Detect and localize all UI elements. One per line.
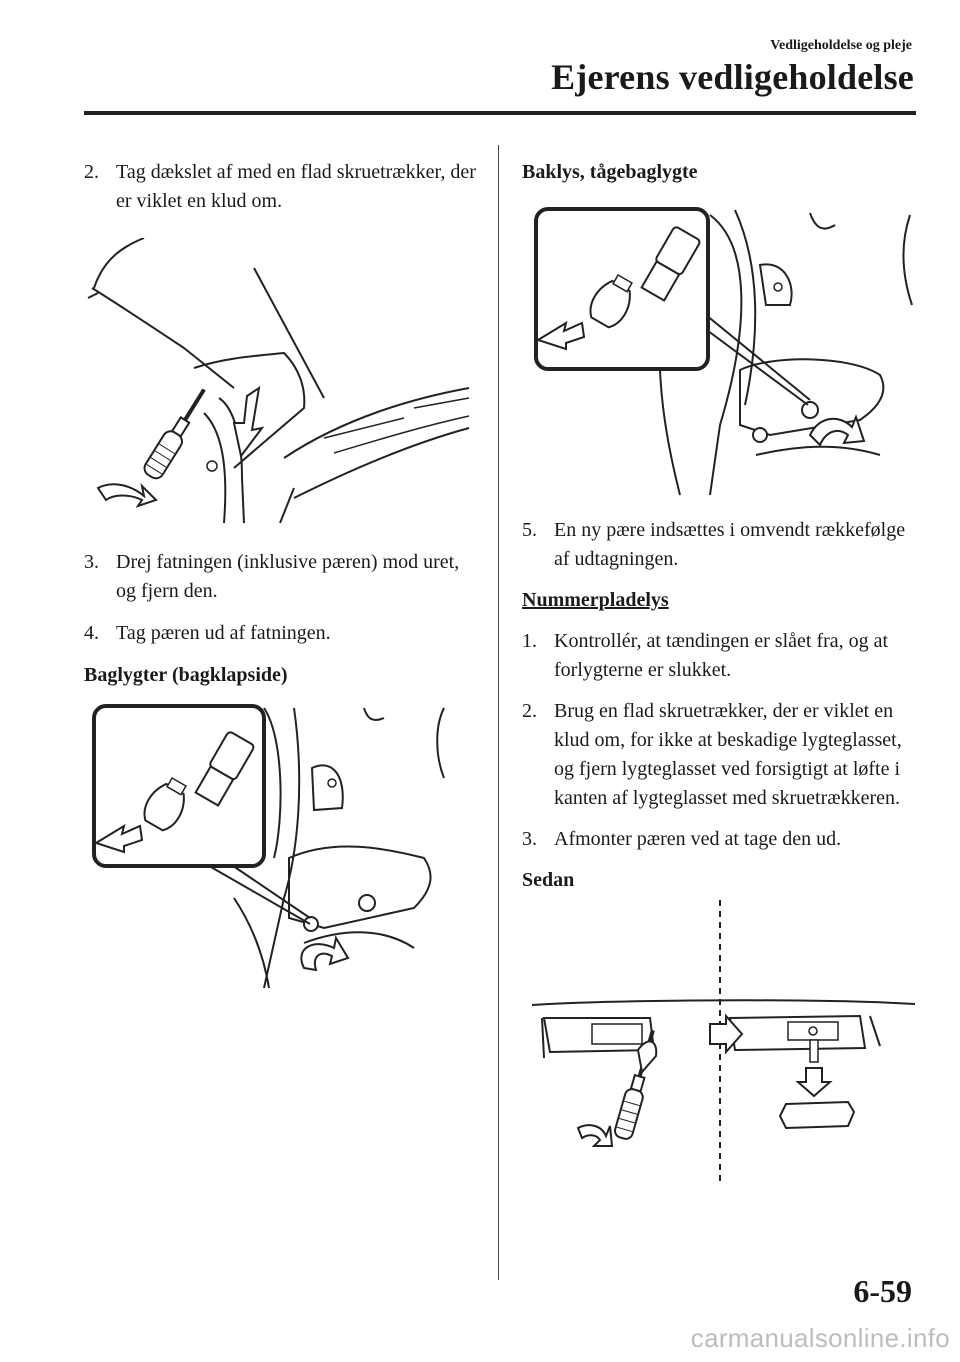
illustration-cover-removal: [84, 238, 474, 530]
subheading-reversing-fog-light: Baklys, tågebaglygte: [522, 161, 698, 183]
step-number: 4.: [84, 622, 99, 644]
watermark: carmanualsonline.info: [690, 1323, 950, 1353]
plate-step-2: [522, 697, 922, 813]
step-number: 3.: [522, 828, 537, 850]
illustration-reversing-fog-bulb: [530, 205, 920, 497]
step-number: 2.: [84, 161, 99, 183]
header-section-small: Vedligeholdelse og pleje: [770, 38, 912, 53]
header-rule: [84, 111, 916, 115]
right-column: [522, 158, 922, 187]
plate-step-1: [522, 627, 922, 685]
header-section-title: Ejerens vedligeholdelse: [551, 57, 914, 97]
step-text: Tag pæren ud af fatningen.: [116, 622, 331, 644]
column-divider: [498, 145, 499, 1280]
step-text: Brug en flad skruetrækker, der er viklet en klud om, for ikke at beskadige lygteglasset, og fjern lygteglasset ved forsigtigt at løfte i kanten af lygteglasset med skruetrækkeren.: [554, 700, 902, 809]
page-number: 6-59: [853, 1273, 912, 1309]
step-number: 2.: [522, 700, 537, 722]
step-number: 5.: [522, 519, 537, 541]
plate-step-3: [522, 825, 922, 854]
step-text: Drej fatningen (inklusive pæren) mod uret, og fjern den.: [116, 551, 460, 602]
step-number: 1.: [522, 630, 537, 652]
section-heading-license-plate-light: Nummerpladelys: [522, 589, 669, 611]
step-3: [84, 548, 484, 606]
illustration-sedan-plate-light: [530, 900, 920, 1190]
illustration-tailgate-bulb: [84, 698, 474, 990]
left-column-lower: [84, 548, 484, 690]
step-5: [522, 516, 922, 574]
left-column: [84, 158, 484, 216]
subheading-sedan: Sedan: [522, 869, 575, 891]
step-text: Afmonter pæren ved at tage den ud.: [554, 828, 842, 850]
step-text: Tag dækslet af med en flad skruetrækker, der er viklet en klud om.: [116, 161, 476, 212]
right-column-lower: [522, 516, 922, 895]
step-text: En ny pære indsættes i omvendt rækkefølge af udtagningen.: [554, 519, 906, 570]
step-number: 3.: [84, 551, 99, 573]
step-4: [84, 619, 484, 648]
subheading-rear-lights-tailgate: Baglygter (bagklapside): [84, 664, 288, 686]
step-2: [84, 158, 484, 216]
step-text: Kontrollér, at tændingen er slået fra, og at forlygterne er slukket.: [554, 630, 889, 681]
